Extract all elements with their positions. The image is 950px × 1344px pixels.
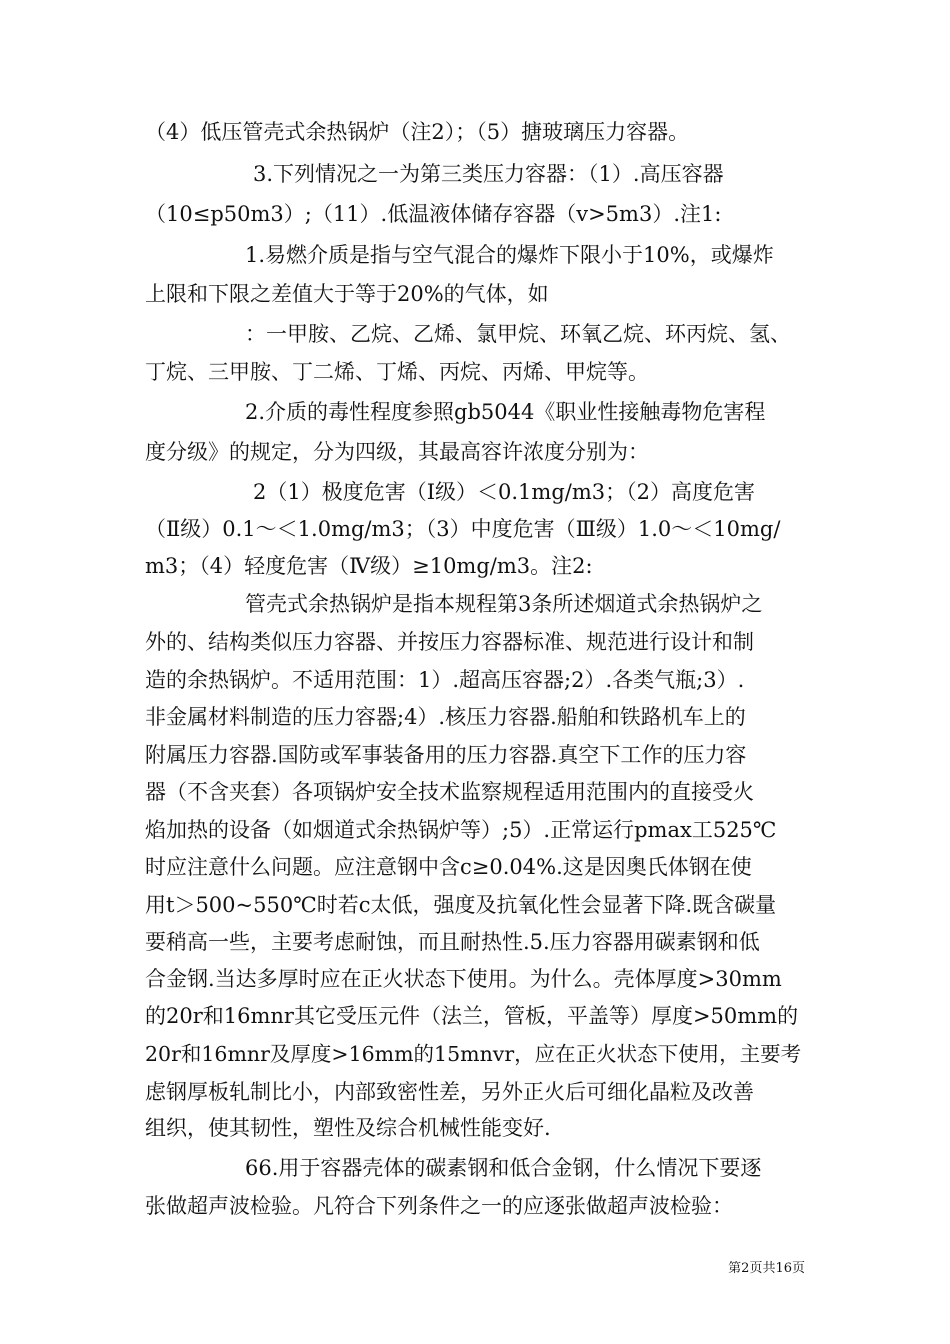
text-line: 上限和下限之差值大于等于20%的气体，如 (145, 282, 549, 306)
text-line: 2.介质的毒性程度参照gb5044《职业性接触毒物危害程 (245, 400, 766, 424)
text-line: 时应注意什么问题。应注意钢中含c≥0.04%.这是因奥氏体钢在使 (145, 855, 752, 879)
text-line: 张做超声波检验。凡符合下列条件之一的应逐张做超声波检验： (145, 1194, 733, 1218)
text-line: 20r和16mnr及厚度>16mm的15mnvr，应在正火状态下使用，主要考 (145, 1042, 802, 1066)
text-line: 管壳式余热锅炉是指本规程第3条所述烟道式余热锅炉之 (245, 592, 763, 616)
text-line: 度分级》的规定，分为四级，其最高容许浓度分别为： (145, 440, 649, 464)
text-line: 组织，使其韧性，塑性及综合机械性能变好. (145, 1116, 551, 1140)
page-number: 第2页共16页 (728, 1261, 805, 1276)
text-line: 非金属材料制造的压力容器;4）.核压力容器.船舶和铁路机车上的 (145, 705, 746, 729)
text-line: （10≤p50m3）;（11）.低温液体储存容器（v>5m3）.注1: (145, 202, 722, 226)
text-line: 造的余热锅炉。不适用范围：1）.超高压容器;2）.各类气瓶;3）. (145, 668, 745, 692)
text-line: 1.易燃介质是指与空气混合的爆炸下限小于10%，或爆炸 (245, 243, 774, 267)
text-line: 焰加热的设备（如烟道式余热锅炉等）;5）.正常运行pmax工525℃ (145, 818, 777, 842)
text-line: 合金钢.当达多厚时应在正火状态下使用。为什么。壳体厚度>30mm (145, 967, 782, 991)
text-line: 的20r和16mnr其它受压元件（法兰，管板，平盖等）厚度>50mm的 (145, 1004, 799, 1028)
text-line: m3；（4）轻度危害（Ⅳ级）≥10mg/m3。注2: (145, 554, 593, 578)
text-line: 附属压力容器.国防或军事装备用的压力容器.真空下工作的压力容 (145, 743, 747, 767)
text-line: 用t＞500~550℃时若c太低，强度及抗氧化性会显著下降.既含碳量 (145, 893, 777, 917)
text-line: 66.用于容器壳体的碳素钢和低合金钢，什么情况下要逐 (245, 1156, 762, 1180)
text-line: （4）低压管壳式余热锅炉（注2）；（5）搪玻璃压力容器。 (145, 120, 690, 144)
text-line: ：一甲胺、乙烷、乙烯、氯甲烷、环氧乙烷、环丙烷、氢、 (245, 322, 791, 346)
text-line: 3.下列情况之一为第三类压力容器：（1）.高压容器 (253, 162, 724, 186)
text-line: 要稍高一些，主要考虑耐蚀，而且耐热性.5.压力容器用碳素钢和低 (145, 930, 760, 954)
text-line: 丁烷、三甲胺、丁二烯、丁烯、丙烷、丙烯、甲烷等。 (145, 360, 649, 384)
text-line: 2（1）极度危害（Ⅰ级）＜0.1mg/m3；（2）高度危害 (253, 480, 755, 504)
text-line: 器（不含夹套）各项锅炉安全技术监察规程适用范围内的直接受火 (145, 780, 754, 804)
text-line: （Ⅱ级）0.1～＜1.0mg/m3；（3）中度危害（Ⅲ级）1.0～＜10mg/ (145, 517, 781, 541)
text-line: 虑钢厚板轧制比小，内部致密性差，另外正火后可细化晶粒及改善 (145, 1080, 754, 1104)
text-line: 外的、结构类似压力容器、并按压力容器标准、规范进行设计和制 (145, 630, 754, 654)
